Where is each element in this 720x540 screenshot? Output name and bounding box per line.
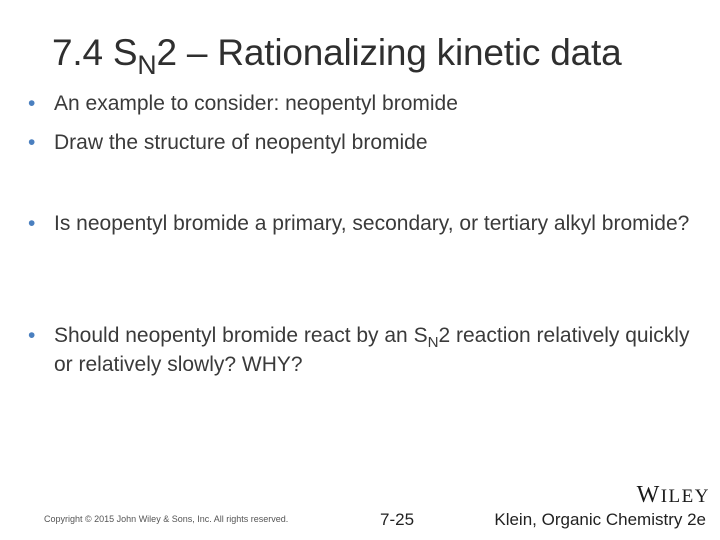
copyright-notice: Copyright © 2015 John Wiley & Sons, Inc. All rights reserved. [44,514,289,524]
bullet-marker: • [28,212,36,235]
bullet-text-prefix: Should neopentyl bromide react by an S [54,324,428,347]
bullet-text-suffix: 2 reaction relatively quickly or relatively slowly? WHY? [54,324,690,376]
bullet-item-example [28,89,704,118]
bullet-item-classification [28,209,704,238]
bullet-marker: • [28,92,36,115]
bullet-text: Draw the structure of neopentyl bromide [54,131,428,154]
bullet-text: Is neopentyl bromide a primary, secondary, or tertiary alkyl bromide? [54,212,690,235]
bullet-marker: • [28,131,36,154]
title-suffix: 2 – Rationalizing kinetic data [156,32,622,73]
logo-first-letter: W [636,482,661,508]
page-number: 7-25 [380,510,415,529]
bullet-text: An example to consider: neopentyl bromide [54,92,458,115]
bullet-item-reaction-rate [28,321,704,379]
title-subscript: N [137,49,157,80]
book-reference: Klein, Organic Chemistry 2e [494,510,706,529]
logo-rest: ILEY [660,486,710,507]
wiley-logo [637,482,710,509]
bullet-subscript: N [427,333,439,351]
bullet-marker: • [28,324,36,347]
bullet-text [54,321,704,379]
title-prefix: 7.4 S [52,32,138,73]
slide-title [52,30,622,80]
bullet-item-draw-structure [28,128,704,157]
